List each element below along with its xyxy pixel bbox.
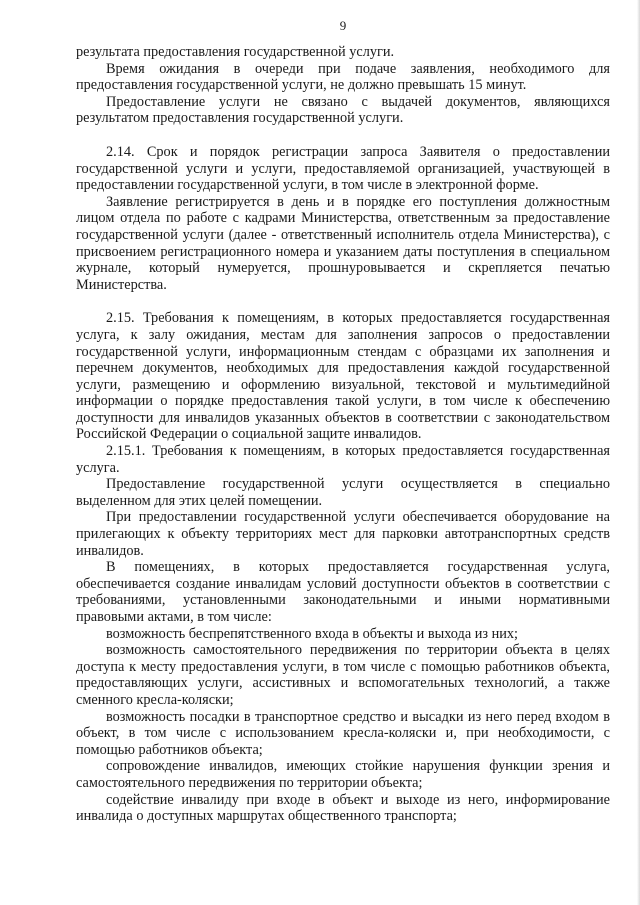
list-item-assistance: содействие инвалиду при входе в объект и выходе из него, информирование инвалида о доступных маршрутах общественного транспорта; (76, 791, 610, 825)
paragraph-accessibility: В помещениях, в которых предоставляется государственная услуга, обеспечивается создание инвалидам условий доступности объектов в соответствии с требованиями, установленными законодательными и иными нормативными правовыми актами, в том числе: (76, 559, 610, 625)
section-2-14-heading: 2.14. Срок и порядок регистрации запроса Заявителя о предоставлении государственной услуги и услуги, предоставляемой организацией, участвующей в предоставлении государственной услуги, в том числе в электронной форме. (76, 143, 610, 194)
page-number: 9 (339, 18, 347, 33)
paragraph-3: Предоставление услуги не связано с выдачей документов, являющихся результатом предоставления государственной услуги. (76, 93, 610, 127)
paragraph-1: результата предоставления государственной услуги. (76, 44, 395, 60)
section-2-15-heading: 2.15. Требования к помещениям, в которых предоставляется государственная услуга, к залу ожидания, местам для заполнения запросов о предоставлении государственной услуги, информационным стендам с образцами их заполнения и перечнем документов, необходимых для предоставления каждой государственной услуги, размещению и оформлению визуальной, текстовой и мультимедийной информации о порядке предоставления такой услуги, в том числе к обеспечению доступности для инвалидов указанных объектов в соответствии с законодательством Российской Федерации о социальной защите инвалидов. (76, 310, 610, 443)
paragraph-parking: При предоставлении государственной услуги обеспечивается оборудование на прилегающих к объекту территориях мест для парковки автотранспортных средств инвалидов. (76, 509, 610, 559)
list-item-escort: сопровождение инвалидов, имеющих стойкие нарушения функции зрения и самостоятельного передвижения по территории объекта; (76, 758, 610, 791)
list-item-movement: возможность самостоятельного передвижения по территории объекта в целях доступа к месту предоставления услуги, в том числе с помощью работников объекта, предоставляющих услуги, ассистивных и вспомогательных технологий, а также сменного кресла-коляски; (76, 642, 610, 708)
paragraph-registration: Заявление регистрируется в день и в порядке его поступления должностным лицом отдела по работе с кадрами Министерства, ответственным за предоставление государственной услуги (далее - ответственный исполнитель отдела Министерства), с присвоением регистрационного номера и указанием даты поступления в специальном журнале, который нумеруется, прошнуровывается и скрепляется печатью Министерства. (76, 193, 610, 293)
paragraph-premises: Предоставление государственной услуги осуществляется в специально выделенном для этих целей помещении. (76, 476, 610, 509)
section-2-15-1-heading: 2.15.1. Требования к помещениям, в которых предоставляется государственная услуга. (76, 443, 610, 476)
list-item-transport: возможность посадки в транспортное средство и высадки из него перед входом в объект, в том числе с использованием кресла-коляски и, при необходимости, с помощью работников объекта; (76, 708, 610, 758)
paragraph-2: Время ожидания в очереди при подаче заявления, необходимого для предоставления государственной услуги, не должно превышать 15 минут. (76, 60, 610, 94)
list-item-entry-exit: возможность беспрепятственного входа в объекты и выхода из них; (106, 625, 519, 642)
